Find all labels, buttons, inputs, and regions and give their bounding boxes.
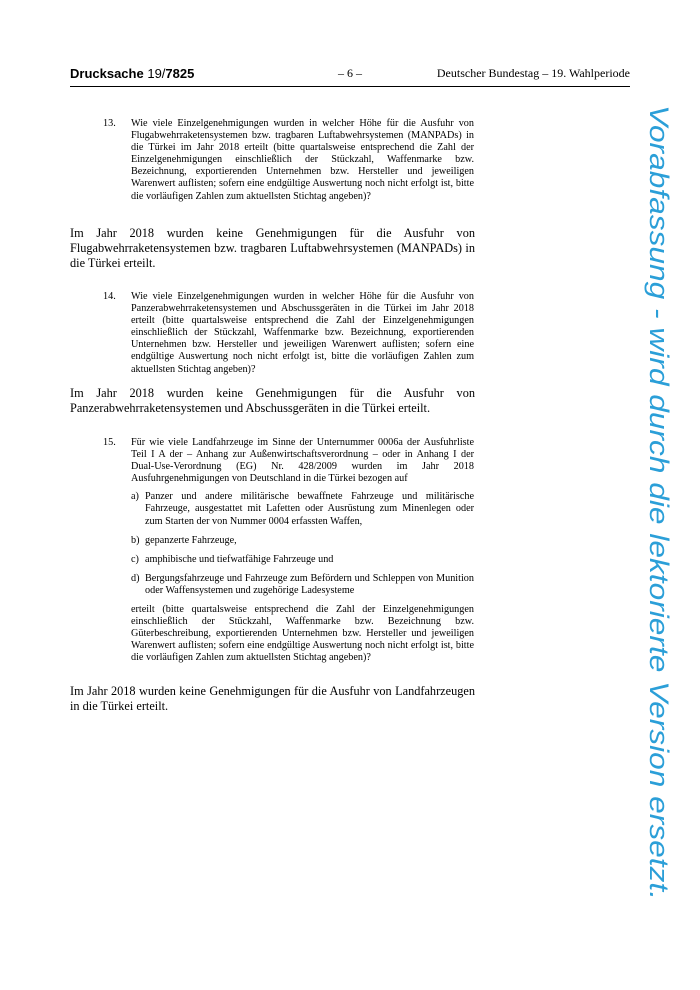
item-letter: c): [131, 553, 139, 565]
list-item: [131, 535, 474, 547]
page-header: [70, 66, 630, 87]
watermark-svg: [640, 105, 680, 905]
list-item: [131, 554, 474, 566]
question-text: Wie viele Einzelgenehmigungen wurden in welcher Höhe für die Ausfuhr von Panzerabwehrraketensystemen und Abschussgeräten in die Türkei im Jahr 2018 erteilt (bitte quartalsweise entsprechend die Zahl der Einzelgenehmigungen einschließlich der Stückzahl, Waffenmarke bzw. Bezeichnung, exportierenden Unternehmen bzw. Hersteller und jeweiligen Warenwert auflisten; sofern eine endgültige Auswertung noch nicht erfolgt ist, bitte die vorläufigen Zahlen zum aktuellsten Stichtag angeben)?: [131, 291, 474, 375]
answer-15: Im Jahr 2018 wurden keine Genehmigungen für die Ausfuhr von Landfahrzeugen in die Türkei erteilt.: [70, 684, 475, 713]
item-text: gepanzerte Fahrzeuge,: [145, 534, 237, 546]
item-letter: a): [131, 491, 139, 503]
answer-14: Im Jahr 2018 wurden keine Genehmigungen für die Ausfuhr von Panzerabwehrraketensystemen und Abschussgeräten in die Türkei erteilt.: [70, 386, 475, 415]
doc-series: 19/: [147, 66, 166, 81]
watermark-text: Vorabfassung - wird durch die lektorierte Version ersetzt.: [644, 105, 674, 783]
answer-13: Im Jahr 2018 wurden keine Genehmigungen für die Ausfuhr von Flugabwehrraketensystemen bzw. tragbaren Luftabwehrsystemen (MANPADs) in die Türkei erteilt.: [70, 226, 475, 270]
doc-number: 7825: [165, 66, 195, 81]
question-number: 14.: [103, 291, 116, 302]
question-14: [103, 291, 474, 376]
question-closing: erteilt (bitte quartalsweise entsprechend die Zahl der Einzelgenehmigungen einschließlich der Stückzahl, Waffenmarke bzw. Bezeichnung bzw. Güterbeschreibung, exportierenden Unternehmen bzw. Hersteller und jeweiligen Warenwert auflisten; sofern eine endgültige Auswertung noch nicht erfolgt ist, bitte die vorläufigen Zahlen zum aktuellsten Stichtag angeben)?: [131, 604, 474, 664]
header-publisher: Deutscher Bundestag – 19. Wahlperiode: [436, 66, 630, 80]
item-text: amphibische und tiefwatfähige Fahrzeuge und: [145, 553, 334, 565]
question-15: [103, 437, 474, 665]
list-item: [131, 491, 474, 527]
item-letter: b): [131, 534, 140, 546]
question-text: Für wie viele Landfahrzeuge im Sinne der Unternummer 0006a der Ausfuhrliste Teil I A der – Anhang zur Außenwirtschaftsverordnung – oder in Anhang I der Dual-Use-Verordnung (EG) Nr. 428/2009 wurden im Jahr 2018 Ausfuhrgenehmigungen von Deutschland in die Türkei bezogen auf: [131, 437, 474, 485]
question-text: Wie viele Einzelgenehmigungen wurden in welcher Höhe für die Ausfuhr von Flugabwehrraketensystemen bzw. tragbaren Luftabwehrsystemen (MANPADs) in die Türkei im Jahr 2018 erteilt (bitte quartalsweise entsprechend die Zahl der Einzelgenehmigungen einschließlich der Stückzahl, Waffenmarke bzw. Bezeichnung, exportierenden Unternehmen bzw. Hersteller und jeweiligen Warenwert auflisten; sofern eine endgültige Auswertung noch nicht erfolgt ist, bitte die vorläufigen Zahlen zum aktuellsten Stichtag angeben)?: [131, 118, 474, 202]
list-item: [131, 573, 474, 597]
page-number: – 6 –: [338, 66, 362, 80]
doc-label: Drucksache: [70, 66, 144, 81]
question-number: 13.: [103, 118, 116, 129]
item-text: Panzer und andere militärische bewaffnete Fahrzeuge und militärische Fahrzeuge, ausgestattet mit Lafetten oder Ausrüstung zum Minenlegen oder zum Starten der von Nummer 0004 erfassten Waffen,: [145, 491, 474, 527]
item-letter: d): [131, 572, 140, 584]
question-number: 15.: [103, 437, 116, 448]
item-text: Bergungsfahrzeuge und Fahrzeuge zum Befördern und Schleppen von Munition oder Waffensystemen und zugehörige Ladesysteme: [145, 572, 474, 596]
question-13: [103, 118, 474, 203]
item-list: [131, 491, 474, 597]
watermark: [640, 105, 680, 905]
